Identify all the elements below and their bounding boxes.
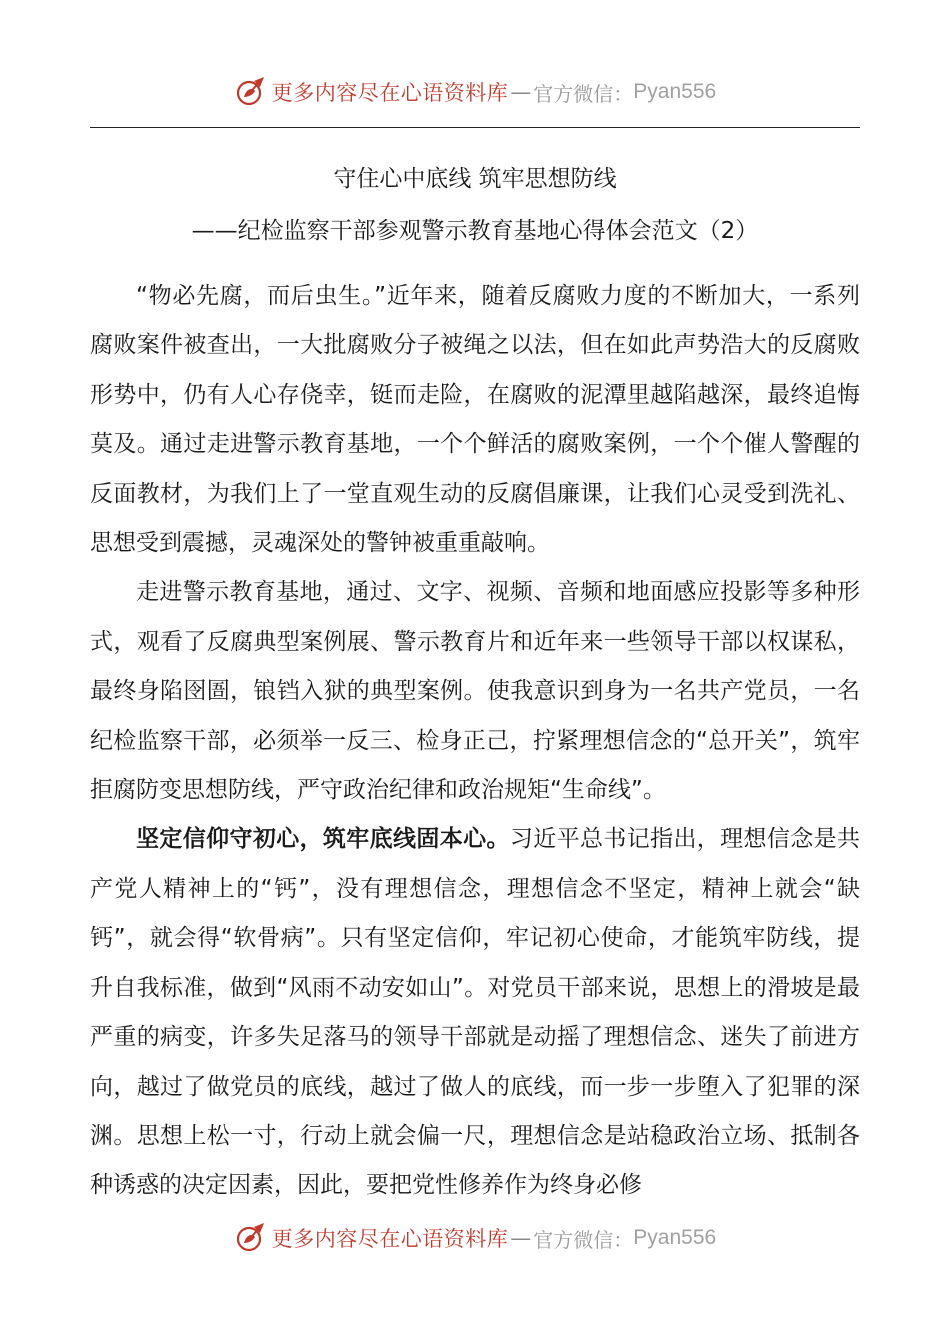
paragraph-text: “物必先腐，而后虫生。”近年来，随着反腐败力度的不断加大，一系列腐败案件被查出，一大批腐败分子被绳之以法，但在如此声势浩大的反腐败形势中，仍有人心存侥幸，铤而走险，在腐败的泥潭里越陷越深，最终追悔莫及。通过走进警示教育基地，一个个鲜活的腐败案例，一个个催人警醒的反面教材，为我们上了一堂直观生动的反腐倡廉课，让我们心灵受到洗礼、思想受到震撼，灵魂深处的警钟被重重敲响。 — [90, 283, 860, 557]
paragraph-text: 走进警示教育基地，通过、文字、视频、音频和地面感应投影等多种形式，观看了反腐典型案例展、警示教育片和近年来一些领导干部以权谋私，最终身陷囹圄，锒铛入狱的典型案例。使我意识到身为一名共产党员，一名纪检监察干部，必须举一反三、检身正己，拧紧理想信念的“总开关”，筑牢拒腐防变思想防线，严守政治纪律和政治规矩“生命线”。 — [90, 579, 860, 804]
document-body — [90, 272, 860, 1211]
document-subtitle: ——纪检监察干部参观警示教育基地心得体会范文（2） — [191, 218, 759, 244]
banner-wechat-id: Pyan556 — [633, 1226, 717, 1249]
pen-heart-logo-icon — [234, 75, 268, 109]
paragraph — [90, 272, 860, 568]
footer-banner — [0, 1218, 950, 1258]
banner-slogan: 更多内容尽在心语资料库 — [271, 81, 509, 105]
pen-heart-logo-icon — [234, 1221, 268, 1255]
banner-slogan: 更多内容尽在心语资料库 — [271, 1227, 509, 1251]
paragraph — [90, 815, 860, 1210]
header-banner — [0, 72, 950, 112]
paragraph — [90, 568, 860, 815]
banner-dash: — — [510, 80, 532, 104]
banner-wechat-id: Pyan556 — [633, 80, 717, 103]
document-title: 守住心中底线 筑牢思想防线 — [333, 166, 617, 192]
banner-wechat-label: 官方微信： — [533, 1227, 634, 1252]
paragraph-lead: 坚定信仰守初心，筑牢底线固本心。 — [136, 826, 510, 853]
paragraph-text: 习近平总书记指出，理想信念是共产党人精神上的“钙”，没有理想信念，理想信念不坚定，精神上就会“缺钙”，就会得“软骨病”。只有坚定信仰，牢记初心使命，才能筑牢防线，提升自我标准，做到“风雨不动安如山”。对党员干部来说，思想上的滑坡是最严重的病变，许多失足落马的领导干部就是动摇了理想信念、迷失了前进方向，越过了做党员的底线，越过了做人的底线，而一步一步堕入了犯罪的深渊。思想上松一寸，行动上就会偏一尺，理想信念是站稳政治立场、抵制各种诱惑的决定因素，因此，要把党性修养作为终身必修 — [90, 826, 861, 1199]
banner-dash: — — [510, 1226, 532, 1250]
header-divider — [90, 127, 860, 128]
banner-wechat-label: 官方微信： — [533, 81, 634, 106]
